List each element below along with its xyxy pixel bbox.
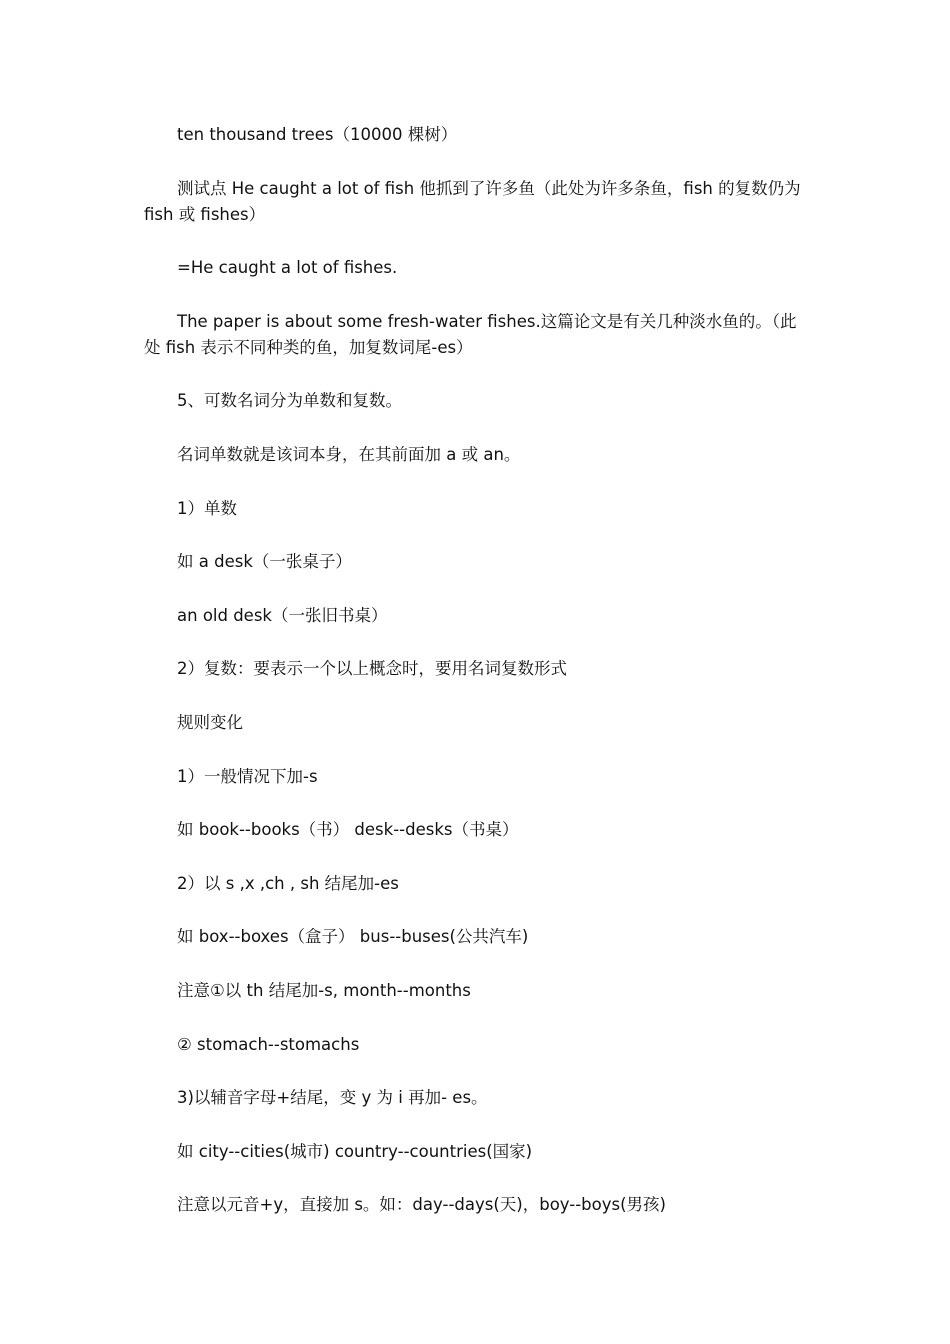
paragraph-test-point-fish: 测试点 He caught a lot of fish 他抓到了许多鱼（此处为许多条鱼，fish 的复数仍为 fish 或 fishes） — [144, 178, 801, 224]
example-books-desks: 如 book--books（书） desk--desks（书桌） — [177, 820, 519, 840]
document-body — [144, 122, 808, 1218]
example-boxes-buses: 如 box--boxes（盒子） bus--buses(公共汽车) — [177, 927, 529, 947]
paragraph-example-trees: ten thousand trees（10000 棵树） — [177, 125, 458, 144]
example-old-desk: an old desk（一张旧书桌） — [177, 605, 388, 625]
example-a-desk: 如 a desk（一张桌子） — [177, 552, 352, 572]
heading-countable-nouns: 5、可数名词分为单数和复数。 — [177, 391, 402, 411]
rule-consonant-y: 3)以辅音字母+结尾，变 y 为 i 再加- es。 — [177, 1088, 488, 1108]
rule-add-s: 1）一般情况下加-s — [177, 766, 318, 786]
paragraph-singular-definition: 名词单数就是该词本身，在其前面加 a 或 an。 — [177, 444, 521, 464]
paragraph-fresh-water-fishes: The paper is about some fresh-water fishes.这篇论文是有关几种淡水鱼的。（此处 fish 表示不同种类的鱼，加复数词尾-es） — [144, 311, 797, 357]
heading-plural: 2）复数：要表示一个以上概念时，要用名词复数形式 — [177, 659, 567, 679]
note-vowel-y: 注意以元音+y，直接加 s。如：day--days(天)，boy--boys(男孩) — [177, 1195, 666, 1215]
example-cities-countries: 如 city--cities(城市) country--countries(国家) — [177, 1141, 533, 1161]
heading-regular-changes: 规则变化 — [177, 712, 243, 732]
paragraph-fishes-equivalent: =He caught a lot of fishes. — [177, 258, 398, 278]
heading-singular: 1）单数 — [177, 498, 237, 518]
note-stomachs: ② stomach--stomachs — [177, 1034, 360, 1054]
rule-add-es: 2）以 s ,x ,ch , sh 结尾加-es — [177, 873, 399, 893]
note-th-ending: 注意①以 th 结尾加-s, month--months — [177, 980, 471, 1000]
